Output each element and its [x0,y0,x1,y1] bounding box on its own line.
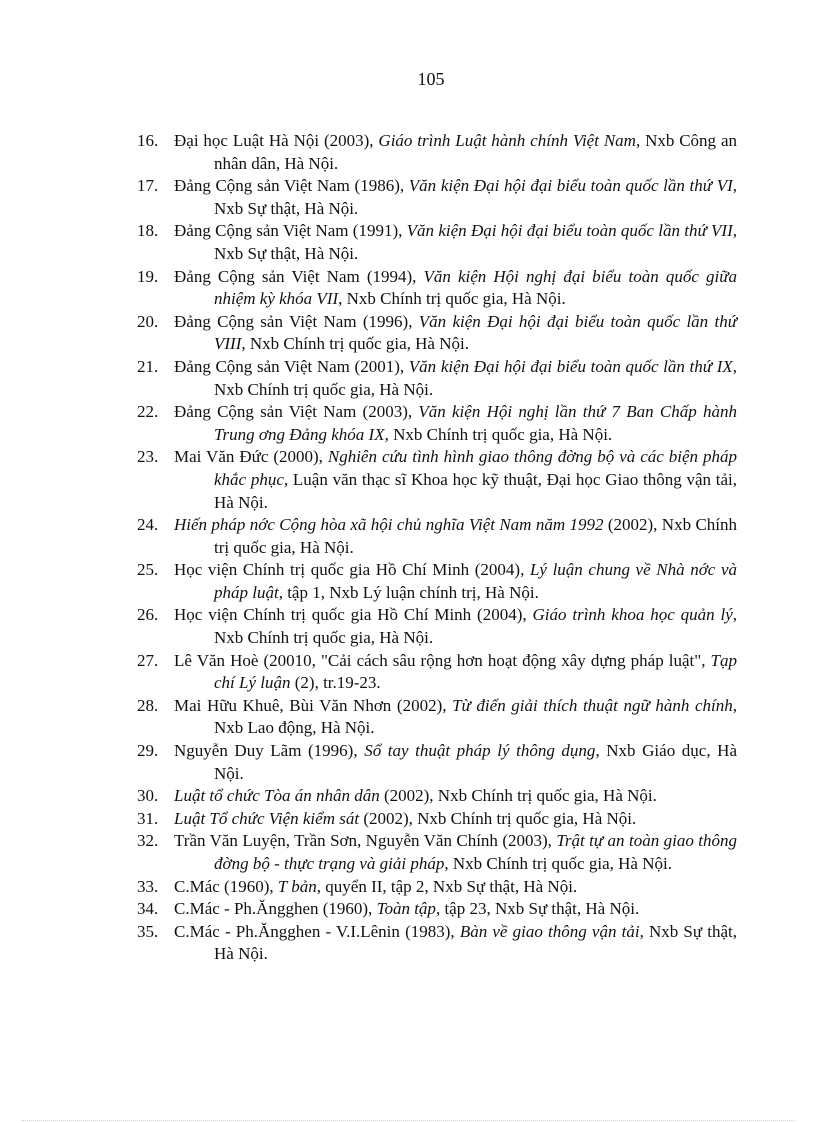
reference-text [174,311,737,356]
reference-segment: , Nxb Sự thật, Hà Nội. [214,176,737,218]
reference-title: Luật Tổ chức Viện kiểm sát [174,808,360,828]
reference-segment: , Nxb Chính trị quốc gia, Hà Nội. [214,605,738,648]
reference-text [174,740,737,785]
reference-segment: , Luận văn thạc sĩ Khoa học kỹ thuật, Đại học Giao thông vận tải, Hà Nội. [214,469,737,512]
reference-item [137,356,737,401]
reference-item [137,650,737,695]
reference-number: 25. [137,560,159,580]
reference-title: Văn kiện Đại hội đại biểu toàn quốc lần thứ VII [406,221,733,241]
reference-item [137,604,737,649]
reference-number: 28. [137,695,159,715]
reference-segment: Đại học Luật Hà Nội (2003), [174,131,379,150]
reference-segment: Lê Văn Hoè (20010, "Cải cách sâu rộng hơn hoạt động xây dựng pháp luật", [174,650,711,670]
reference-segment: , tập 1, Nxb Lý luận chính trị, Hà Nội. [278,582,539,602]
reference-number: 29. [137,741,159,761]
reference-title: Văn kiện Hội nghị lần thứ 7 Ban Chấp hành Trung ơng Đảng khóa IX [214,402,737,444]
reference-title: T bản [277,876,317,896]
reference-number: 34. [137,899,159,919]
reference-segment: (2), tr.19-23. [290,673,381,693]
reference-text [174,130,737,175]
reference-item [137,311,737,356]
reference-number: 26. [137,605,159,625]
reference-number: 22. [137,402,159,422]
reference-segment: Mai Hữu Khuê, Bùi Văn Nhơn (2002), [174,695,453,715]
reference-text [174,650,737,695]
reference-title: Từ điển giải thích thuật ngữ hành chính [452,695,733,715]
reference-segment: Trần Văn Luyện, Trần Sơn, Nguyễn Văn Chính (2003), [174,831,557,851]
reference-segment: , Nxb Chính trị quốc gia, Hà Nội. [241,334,469,354]
reference-number: 27. [137,650,159,670]
reference-text [174,876,737,899]
reference-text [174,401,737,446]
reference-segment: , Nxb Sự thật, Hà Nội. [214,221,737,263]
reference-item [137,559,737,604]
reference-title: Sổ tay thuật pháp lý thông dụng [364,741,596,761]
reference-item [137,130,737,175]
reference-number: 23. [137,447,159,467]
reference-segment: , Nxb Giáo dục, Hà Nội. [214,741,737,783]
reference-item [137,446,737,514]
reference-title: Luật tổ chức Tòa án nhân dân [174,786,380,806]
reference-title: Trật tự an toàn giao thông đờng bộ - thực trạng và giải pháp [214,831,737,873]
reference-segment: , Nxb Công an nhân dân, Hà Nội. [214,131,737,173]
reference-text [174,514,737,559]
reference-segment: , Nxb Chính trị quốc gia, Hà Nội. [338,289,566,309]
reference-item [137,175,737,220]
reference-item [137,785,737,808]
reference-segment: C.Mác (1960), [174,876,278,896]
reference-number: 24. [137,515,159,535]
reference-item [137,876,737,899]
reference-text [174,266,737,311]
reference-item [137,266,737,311]
reference-title: Văn kiện Hội nghị đại biểu toàn quốc giữa nhiệm kỳ khóa VII [214,266,737,309]
reference-segment: , Nxb Sự thật, Hà Nội. [214,921,737,964]
reference-segment: Nguyễn Duy Lãm (1996), [174,741,365,761]
reference-title: Giáo trình Luật hành chính Việt Nam [378,131,636,150]
reference-text [174,356,737,401]
reference-text [174,785,737,808]
reference-title: Văn kiện Đại hội đại biểu toàn quốc lần thứ VI [408,176,733,196]
reference-title: Văn kiện Đại hội đại biểu toàn quốc lần thứ VIII [214,311,737,354]
reference-number: 30. [137,786,159,806]
reference-segment: (2002), Nxb Chính trị quốc gia, Hà Nội. [359,808,637,828]
reference-title: Văn kiện Đại hội đại biểu toàn quốc lần thứ IX [408,356,733,376]
reference-segment: , tập 23, Nxb Sự thật, Hà Nội. [435,899,640,919]
reference-segment: , Nxb Chính trị quốc gia, Hà Nội. [214,356,737,399]
reference-text [174,220,737,265]
reference-segment: (2002), Nxb Chính trị quốc gia, Hà Nội. [214,515,738,557]
reference-segment: , Nxb Chính trị quốc gia, Hà Nội. [384,424,613,444]
reference-segment: Đảng Cộng sản Việt Nam (1994), [174,266,424,286]
reference-text [174,898,737,921]
reference-title: Lý luận chung về Nhà nớc và pháp luật [214,560,737,602]
reference-number: 31. [137,808,159,828]
reference-item [137,514,737,559]
reference-item [137,220,737,265]
reference-title: Bàn về giao thông vận tải [459,921,640,941]
reference-text [174,808,737,831]
reference-segment: Mai Văn Đức (2000), [174,447,328,467]
reference-text [174,446,737,514]
reference-text [174,921,737,966]
page-number: 105 [417,69,445,89]
reference-item [137,808,737,831]
reference-number: 17. [137,176,159,196]
reference-segment: , quyển II, tập 2, Nxb Sự thật, Hà Nội. [316,876,578,896]
reference-list [137,130,737,966]
footer-divider [22,1120,794,1121]
reference-text [174,830,737,875]
reference-segment: Đảng Cộng sản Việt Nam (1991), [174,221,407,241]
reference-title: Toàn tập [376,899,436,919]
reference-item [137,740,737,785]
reference-item [137,830,737,875]
reference-segment: Đảng Cộng sản Việt Nam (1986), [174,176,409,196]
reference-number: 18. [137,221,159,241]
reference-text [174,604,737,649]
reference-segment: Học viện Chính trị quốc gia Hồ Chí Minh (2004), [174,605,533,625]
reference-segment: , Nxb Chính trị quốc gia, Hà Nội. [444,854,672,873]
reference-segment: Đảng Cộng sản Việt Nam (2001), [174,356,409,376]
reference-segment: Học viện Chính trị quốc gia Hồ Chí Minh (2004), [174,560,530,580]
reference-number: 21. [137,356,159,376]
reference-number: 19. [137,266,159,286]
reference-text [174,695,737,740]
reference-title: Tạp chí Lý luận [214,650,737,693]
reference-title: Nghiên cứu tình hình giao thông đờng bộ và các biện pháp khắc phục [214,447,737,489]
reference-text [174,175,737,220]
reference-number: 33. [137,876,159,896]
reference-text [174,559,737,604]
reference-item [137,401,737,446]
reference-segment: , Nxb Lao động, Hà Nội. [214,695,737,738]
reference-item [137,695,737,740]
reference-segment: Đảng Cộng sản Việt Nam (2003), [174,402,419,422]
reference-title: Hiến pháp nớc Cộng hòa xã hội chủ nghĩa Việt Nam năm 1992 [174,515,604,535]
reference-number: 32. [137,831,159,851]
reference-number: 35. [137,921,159,941]
reference-segment: C.Mác - Ph.Ăngghen - V.I.Lênin (1983), [174,921,460,941]
reference-segment: Đảng Cộng sản Việt Nam (1996), [174,311,419,331]
reference-number: 20. [137,311,159,331]
reference-title: Giáo trình khoa học quản lý [532,605,733,625]
reference-segment: (2002), Nxb Chính trị quốc gia, Hà Nội. [379,786,657,806]
reference-segment: C.Mác - Ph.Ăngghen (1960), [174,899,377,919]
reference-item [137,921,737,966]
reference-number: 16. [137,131,159,150]
reference-item [137,898,737,921]
